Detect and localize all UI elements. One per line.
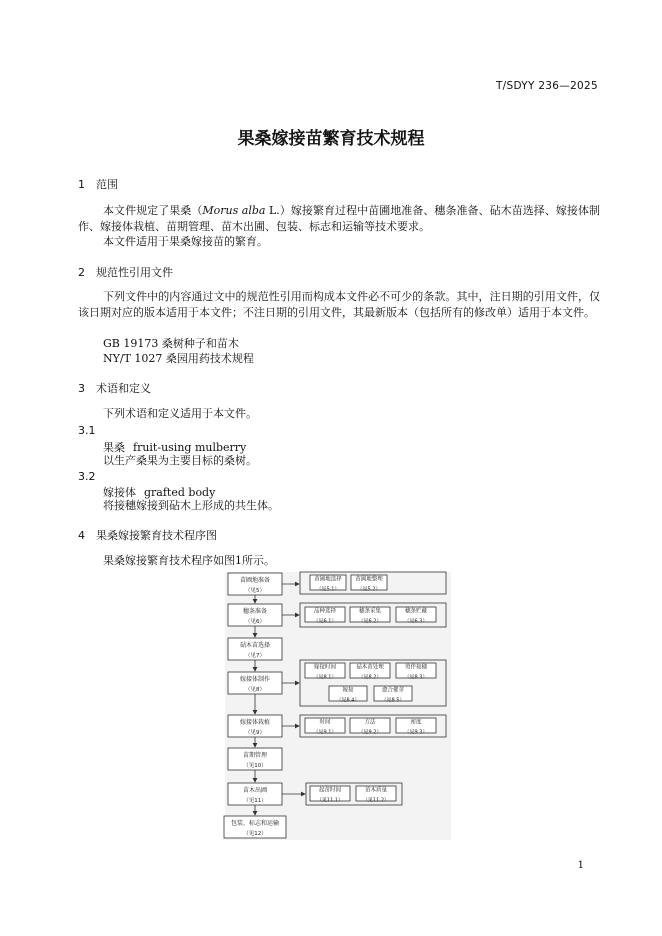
box-ref: （见8.1）: [313, 674, 337, 681]
latin-name: Morus alba: [202, 204, 266, 217]
box-label: 嫁接: [342, 687, 354, 694]
main-step: [224, 816, 286, 838]
box-label: 嫁接时间: [313, 664, 337, 671]
box-label: 方法: [364, 719, 376, 726]
box-label: 砧木苗选择: [239, 642, 271, 649]
box-ref: （见6）: [245, 619, 265, 625]
sub-step: [310, 575, 346, 593]
box-ref: （见8.3）: [404, 674, 428, 681]
term-number: 3.1: [78, 424, 96, 437]
main-step: [228, 604, 282, 626]
main-step: [228, 715, 282, 737]
term-number: 3.2: [78, 470, 96, 483]
box-label: 苗圃地选择: [314, 576, 342, 583]
section-number: 4: [78, 529, 85, 542]
sub-step: [305, 718, 345, 736]
sub-step: [329, 686, 367, 704]
box-ref: （见8.5）: [381, 697, 405, 704]
box-label: 包装、标志和运输: [230, 820, 280, 827]
box-ref: （见8.2）: [358, 674, 382, 681]
section-title: 范围: [96, 178, 118, 191]
document-id: T/SDYY 236—2025: [495, 80, 598, 92]
reference-item: GB 19173 桑树种子和苗木: [103, 337, 239, 350]
box-ref: （见5.1）: [316, 586, 340, 593]
box-ref: （见5）: [245, 588, 265, 594]
box-ref: （见11.2）: [362, 797, 390, 804]
document-title: 果桑嫁接苗繁育技术规程: [237, 129, 425, 149]
sub-step: [396, 663, 436, 681]
box-label: 愈合催芽: [381, 687, 405, 694]
sub-step: [396, 718, 436, 736]
box-label: 穗条采集: [358, 608, 382, 615]
box-label: 时间: [319, 719, 331, 726]
box-label: 起苗时间: [318, 787, 342, 794]
box-ref: （见10）: [243, 763, 267, 769]
box-label: 苗圃地准备: [239, 577, 271, 584]
main-step: [228, 672, 282, 694]
box-ref: （见11）: [243, 798, 267, 804]
main-step: [228, 638, 282, 660]
box-ref: （见12）: [243, 831, 267, 837]
sub-step: [374, 686, 412, 704]
term-english: fruit-using mulberry: [133, 441, 247, 454]
paragraph: 下列文件中的内容通过文中的规范性引用而构成本文件必不可少的条款。其中，注日期的引用文件，仅该日期对应的版本适用于本文件；不注日期的引用文件，其最新版本（包括所有的修改单）适用于本文件。: [78, 290, 600, 319]
box-label: 密度: [410, 719, 422, 726]
box-label: 穗条贮藏: [404, 608, 428, 615]
paragraph: 果桑嫁接繁育技术程序如图1所示。: [103, 554, 275, 567]
box-label: 苗圃地整理: [355, 576, 383, 583]
main-step: [228, 783, 282, 805]
box-ref: （见11.1）: [316, 797, 344, 804]
text-run: L.）嫁接繁育过程中苗圃地准备、穗条准备、砧木苗选择、嫁接体制作、嫁接体栽植、苗期管理、苗木出圃、包装、标志和运输等技术要求。: [78, 204, 601, 233]
box-ref: （见6.1）: [313, 618, 337, 625]
main-step: [228, 573, 282, 595]
box-ref: （见9.2）: [358, 729, 382, 736]
box-label: 嫁接体制作: [239, 676, 271, 683]
paragraph: 下列术语和定义适用于本文件。: [103, 407, 257, 420]
sub-step: [350, 607, 390, 625]
sub-step: [305, 663, 345, 681]
section-number: 3: [78, 382, 85, 395]
box-ref: （见6.2）: [358, 618, 382, 625]
term-chinese: 嫁接体: [103, 486, 136, 499]
term-chinese: 果桑: [103, 441, 125, 454]
box-ref: （见8.4）: [336, 697, 360, 704]
text-run: 本文件规定了果桑（: [103, 204, 203, 217]
sub-step: [356, 786, 396, 804]
box-ref: （见5.2）: [357, 586, 381, 593]
sub-step: [310, 786, 350, 804]
term-definition: 以生产桑果为主要目标的桑树。: [103, 454, 257, 467]
box-label: 穗条准备: [242, 608, 268, 615]
box-label: 品种选择: [313, 608, 337, 615]
section-title: 规范性引用文件: [96, 266, 173, 279]
box-ref: （见7）: [245, 653, 265, 659]
page-number: 1: [577, 860, 584, 871]
sub-step: [396, 607, 436, 625]
box-label: 苗木质量: [364, 787, 388, 794]
sub-step: [351, 575, 387, 593]
term-definition: 将接穗嫁接到砧木上形成的共生体。: [103, 499, 279, 512]
section-number: 1: [78, 178, 85, 191]
paragraph: 本文件适用于果桑嫁接苗的繁育。: [103, 235, 268, 248]
box-label: 苗木出圃: [242, 787, 268, 794]
sub-step: [350, 718, 390, 736]
box-ref: （见9）: [245, 730, 265, 736]
section-title: 术语和定义: [96, 382, 151, 395]
reference-item: NY/T 1027 桑园用药技术规程: [103, 352, 254, 365]
section-title: 果桑嫁接繁育技术程序图: [96, 529, 217, 542]
box-label: 嫁接体栽植: [239, 719, 271, 726]
sub-step: [305, 607, 345, 625]
box-label: 剪伴接穗: [404, 664, 428, 671]
term-english: grafted body: [144, 486, 216, 499]
box-ref: （见6.3）: [404, 618, 428, 625]
box-label: 苗期管理: [242, 752, 268, 759]
box-ref: （见9.1）: [313, 729, 337, 736]
main-step: [228, 748, 282, 770]
sub-step: [350, 663, 390, 681]
box-ref: （见9.3）: [404, 729, 428, 736]
box-ref: （见8）: [245, 687, 265, 693]
box-label: 砧木苗处理: [356, 664, 384, 671]
section-number: 2: [78, 266, 85, 279]
